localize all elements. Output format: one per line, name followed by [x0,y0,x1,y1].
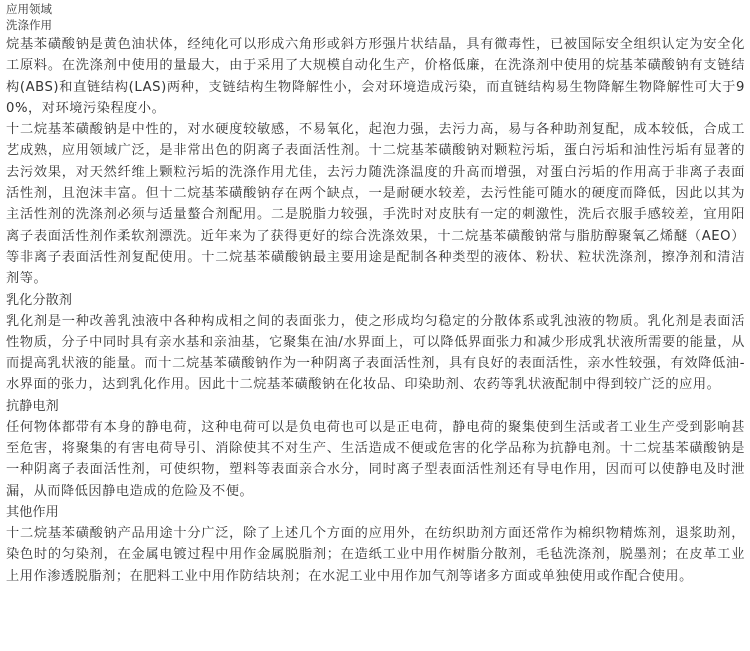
paragraph-antistatic: 任何物体都带有本身的静电荷，这种电荷可以是负电荷也可以是正电荷，静电荷的聚集使到生活或者工业生产受到影响甚至危害，将聚集的有害电荷导引、消除使其不对生产、生活造成不便或危害的化学品称为抗静电剂。十二烷基苯磺酸钠是一种阴离子表面活性剂，可使织物，塑料等表面亲合水分，同时离子型表面活性剂还有导电作用，因而可以使静电及时泄漏，从而降低因静电造成的危险及不便。 [6,419,745,499]
section-other [6,502,745,587]
paragraph-emulsifier: 乳化剂是一种改善乳浊液中各种构成相之间的表面张力，使之形成均匀稳定的分散体系或乳浊液的物质。乳化剂是表面活性物质，分子中同时具有亲水基和亲油基，它聚集在油/水界面上，可以降低界面张力和减少形成乳状液所需要的能量，从而提高乳状液的能量。而十二烷基苯磺酸钠作为一种阴离子表面活性剂，具有良好的表面活性，亲水性较强，有效降低油-水界面的张力，达到乳化作用。因此十二烷基苯磺酸钠在化妆品、印染助剂、农药等乳状液配制中得到较广泛的应用。 [6,313,745,393]
section-heading-emulsifier: 乳化分散剂 [6,292,72,308]
section-emulsifier [6,290,745,396]
section-washing [6,17,745,290]
paragraph-other: 十二烷基苯磺酸钠产品用途十分广泛，除了上述几个方面的应用外，在纺织助剂方面还常作为棉织物精炼剂，退浆助剂，染色时的匀染剂，在金属电镀过程中用作金属脱脂剂；在造纸工业中用作树脂分散剂，毛毡洗涤剂，脱墨剂；在皮革工业上用作渗透脱脂剂；在肥料工业中用作防结块剂；在水泥工业中用作加气剂等诸多方面或单独使用或作配合使用。 [6,525,745,584]
section-heading-antistatic: 抗静电剂 [6,398,59,414]
paragraph-washing-2: 十二烷基苯磺酸钠是中性的，对水硬度较敏感，不易氧化，起泡力强，去污力高，易与各种助剂复配，成本较低，合成工艺成熟，应用领域广泛，是非常出色的阴离子表面活性剂。十二烷基苯磺酸钠对颗粒污垢，蛋白污垢和油性污垢有显著的去污效果，对天然纤维上颗粒污垢的洗涤作用尤佳，去污力随洗涤温度的升高而增强，对蛋白污垢的作用高于非离子表面活性剂，且泡沫丰富。但十二烷基苯磺酸钠存在两个缺点，一是耐硬水较差，去污性能可随水的硬度而降低，因此以其为主活性剂的洗涤剂必须与适量螯合剂配用。二是脱脂力较强，手洗时对皮肤有一定的刺激性，洗后衣服手感较差，宜用阳离子表面活性剂作柔软剂漂洗。近年来为了获得更好的综合洗涤效果，十二烷基苯磺酸钠常与脂肪醇聚氧乙烯醚（AEO）等非离子表面活性剂复配使用。十二烷基苯磺酸钠最主要用途是配制各种类型的液体、粉状、粒状洗涤剂，擦净剂和清洁剂等。 [6,122,745,287]
section-heading-washing: 洗涤作用 [6,18,52,32]
page-title: 应用领域 [6,2,52,16]
paragraph-washing-1: 烷基苯磺酸钠是黄色油状体，经纯化可以形成六角形或斜方形强片状结晶，具有微毒性，已被国际安全组织认定为安全化工原料。在洗涤剂中使用的量最大，由于采用了大规模自动化生产，价格低廉，在洗涤剂中使用的烷基苯磺酸钠有支链结构(ABS)和直链结构(LAS)两种，支链结构生物降解性小，会对环境造成污染，而直链结构易生物降解生物降解性可大于90%，对环境污染程度小。 [6,37,745,116]
section-antistatic [6,396,745,502]
section-heading-other: 其他作用 [6,504,59,520]
